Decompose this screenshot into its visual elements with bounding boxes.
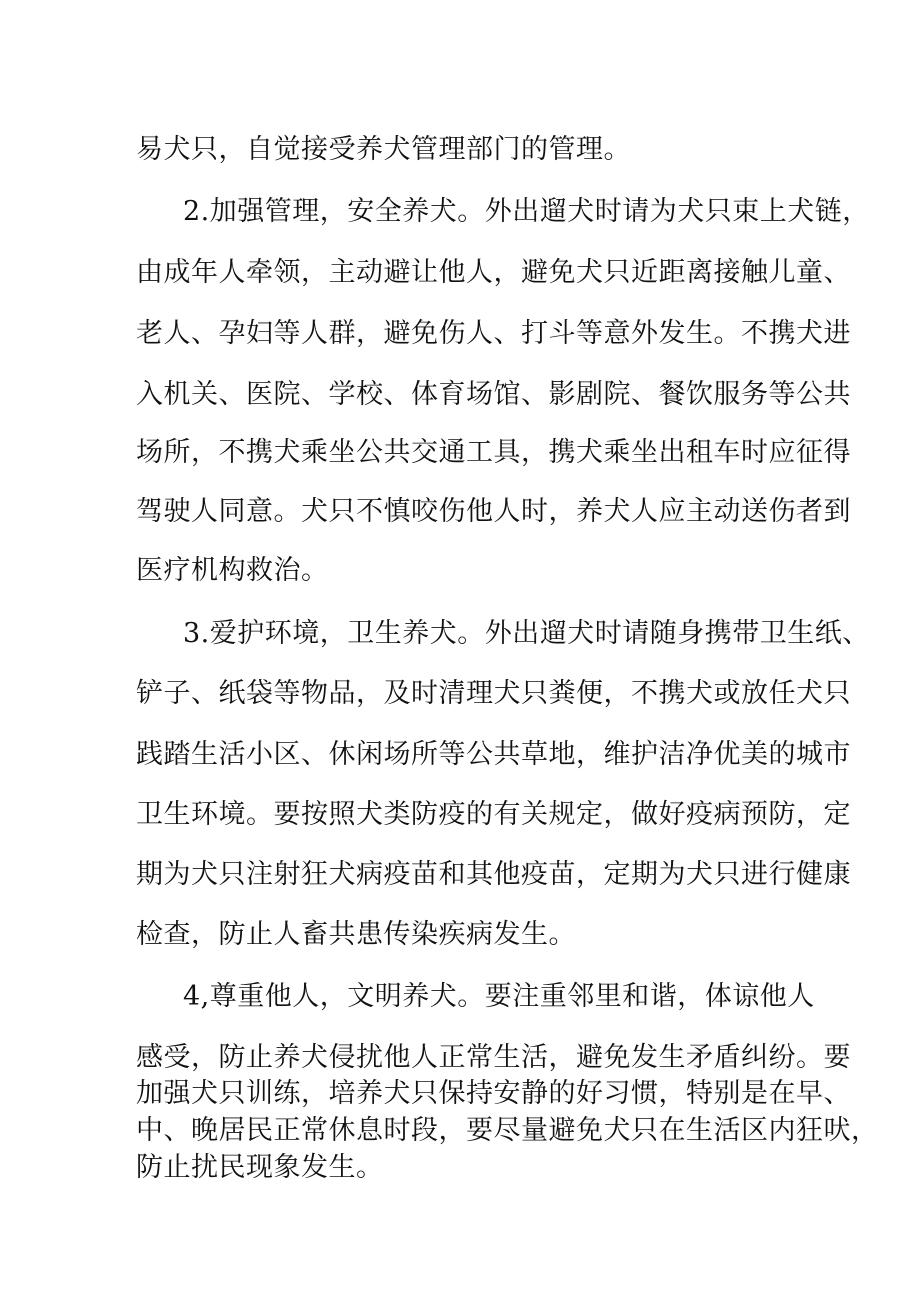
text-line: 中、晚居民正常休息时段，要尽量避免犬只在生活区内狂吠， <box>136 1115 879 1146</box>
paragraph-2-first-line: 2.加强管理，安全养犬。外出遛犬时请为犬只束上犬链， <box>183 196 870 227</box>
text-line: 入机关、医院、学校、体育场馆、影剧院、餐饮服务等公共 <box>136 379 851 410</box>
text-line: 易犬只，自觉接受养犬管理部门的管理。 <box>136 134 631 165</box>
text-line: 感受，防止养犬侵扰他人正常生活，避免发生矛盾纠纷。要 <box>136 1042 851 1073</box>
text-line: 加强犬只训练，培养犬只保持安静的好习惯，特别是在早、 <box>136 1078 851 1109</box>
text-line: 践踏生活小区、休闲场所等公共草地，维护洁净优美的城市 <box>136 739 851 770</box>
text-line: 由成年人牵领，主动避让他人，避免犬只近距离接触儿童、 <box>136 257 851 288</box>
paragraph-4-first-line: 4,尊重他人，文明养犬。要注重邻里和谐，体谅他人 <box>183 981 815 1012</box>
text-line: 防止扰民现象发生。 <box>136 1152 384 1183</box>
text-line: 铲子、纸袋等物品，及时清理犬只粪便，不携犬或放任犬只 <box>136 678 851 709</box>
text-line: 场所，不携犬乘坐公共交通工具，携犬乘坐出租车时应征得 <box>136 437 851 468</box>
text-line: 老人、孕妇等人群，避免伤人、打斗等意外发生。不携犬进 <box>136 318 851 349</box>
text-line: 卫生环境。要按照犬类防疫的有关规定，做好疫病预防，定 <box>136 799 851 830</box>
text-line: 检查，防止人畜共患传染疾病发生。 <box>136 919 576 950</box>
text-line: 医疗机构救治。 <box>136 555 329 586</box>
paragraph-3-first-line: 3.爱护环境，卫生养犬。外出遛犬时请随身携带卫生纸、 <box>183 618 870 649</box>
text-line: 驾驶人同意。犬只不慎咬伤他人时，养犬人应主动送伤者到 <box>136 496 851 527</box>
text-line: 期为犬只注射狂犬病疫苗和其他疫苗，定期为犬只进行健康 <box>136 859 851 890</box>
